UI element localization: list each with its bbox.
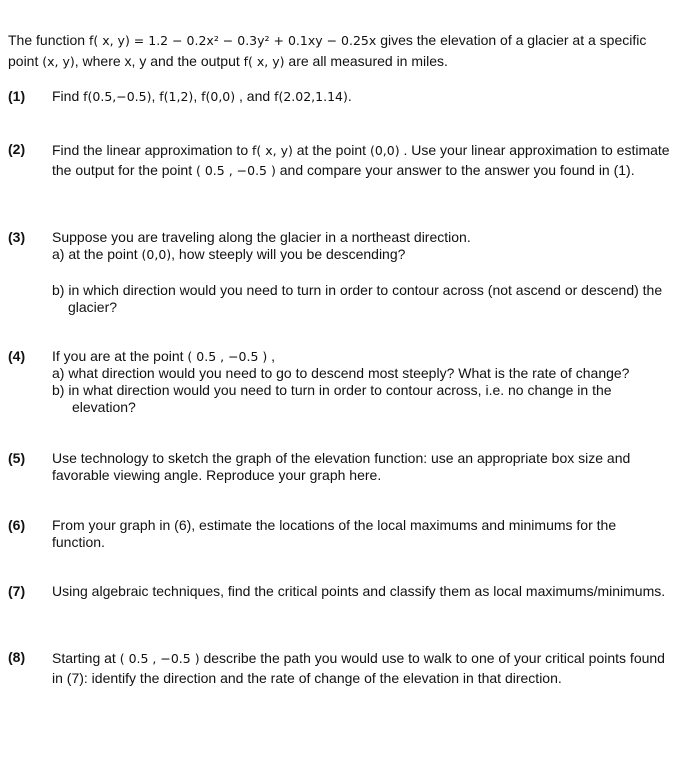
- question-number: (2): [8, 141, 26, 157]
- question-text: [52, 348, 672, 416]
- q2-fxy: f( x, y): [252, 143, 293, 158]
- intro-paragraph: [8, 30, 673, 72]
- q8-pre: Starting at: [52, 650, 116, 666]
- question-text: Using algebraic techniques, find the critical points and classify them as local maximums/minimums.: [52, 583, 666, 599]
- q2-point: (0,0): [369, 143, 400, 158]
- q1-expr-1: f(0.5,−0.5): [83, 89, 152, 104]
- question-text: Use technology to sketch the graph of the elevation function: use an appropriate box size and favorable viewing angle. Reproduce your graph here.: [52, 450, 631, 483]
- q1-end: .: [347, 88, 352, 104]
- intro-text-2: gives the elevation of a glacier at a specific point: [8, 32, 647, 69]
- q1-sep-3: , and: [239, 88, 271, 104]
- q8-point: ( 0.5 , −0.5 ): [119, 651, 200, 666]
- q1-lead: Find: [52, 88, 80, 104]
- q1-expr-3: f(0,0): [201, 89, 236, 104]
- question-number: (7): [8, 583, 26, 599]
- output-fxy: f( x, y): [243, 54, 285, 69]
- q4-part-a: a) what direction would you need to go to descend most steeply? What is the rate of change?: [52, 365, 630, 381]
- q4-part-b: b) in what direction would you need to turn in order to contour across, i.e. no change in the elevation?: [52, 382, 612, 415]
- question-number: (3): [8, 229, 26, 245]
- question-number: (6): [8, 517, 26, 533]
- q4-post: ,: [271, 348, 276, 364]
- q1-sep-1: ,: [151, 88, 156, 104]
- question-text: [52, 229, 672, 316]
- q3-part-a: [52, 246, 672, 263]
- q3-intro: Suppose you are traveling along the glacier in a northeast direction.: [52, 229, 471, 245]
- question-text: From your graph in (6), estimate the locations of the local maximums and minimums for the function.: [52, 517, 617, 550]
- q1-expr-4: f(2.02,1.14): [274, 89, 348, 104]
- q1-expr-2: f(1,2): [159, 89, 194, 104]
- question-text: [52, 88, 672, 105]
- q2-text-c: . Use your linear approximation to estimate the output for the point: [52, 142, 670, 178]
- intro-text-4: are all measured in miles.: [288, 53, 448, 69]
- point-xy: (x, y): [42, 54, 75, 69]
- q3-part-b: b) in which direction would you need to turn in order to contour across (not ascend or descend) the glacier?: [52, 282, 663, 315]
- q2-text-b: at the point: [296, 142, 367, 158]
- q4-pre: If you are at the point: [52, 348, 184, 364]
- q2-point-2: ( 0.5 , −0.5 ): [196, 162, 276, 178]
- function-definition: f( x, y) = 1.2 − 0.2x² − 0.3y² + 0.1xy − 0.25x: [88, 33, 377, 48]
- question-number: (1): [8, 88, 26, 104]
- intro-text-1: The function: [8, 32, 86, 48]
- q3-a-point: (0,0): [141, 247, 172, 262]
- question-number: (4): [8, 348, 26, 364]
- q2-text-d: and compare your answer to the answer you found in (1).: [279, 161, 635, 178]
- question-number: (8): [8, 649, 26, 665]
- question-number: (5): [8, 450, 26, 466]
- question-text: [52, 141, 672, 180]
- q8-post: describe the path you would use to walk to one of your critical points found in (7): identify the direction and the rate of change of the elevation in that direction.: [52, 650, 665, 686]
- q3-a-pre: a) at the point: [52, 246, 138, 262]
- q3-a-post: , how steeply will you be descending?: [171, 246, 406, 262]
- q2-text-a: Find the linear approximation to: [52, 142, 249, 158]
- intro-text-3: , where x, y and the output: [74, 53, 240, 69]
- q4-intro: [52, 348, 672, 365]
- q4-point: ( 0.5 , −0.5 ): [187, 349, 268, 364]
- question-text: [52, 649, 672, 688]
- q1-sep-2: ,: [193, 88, 198, 104]
